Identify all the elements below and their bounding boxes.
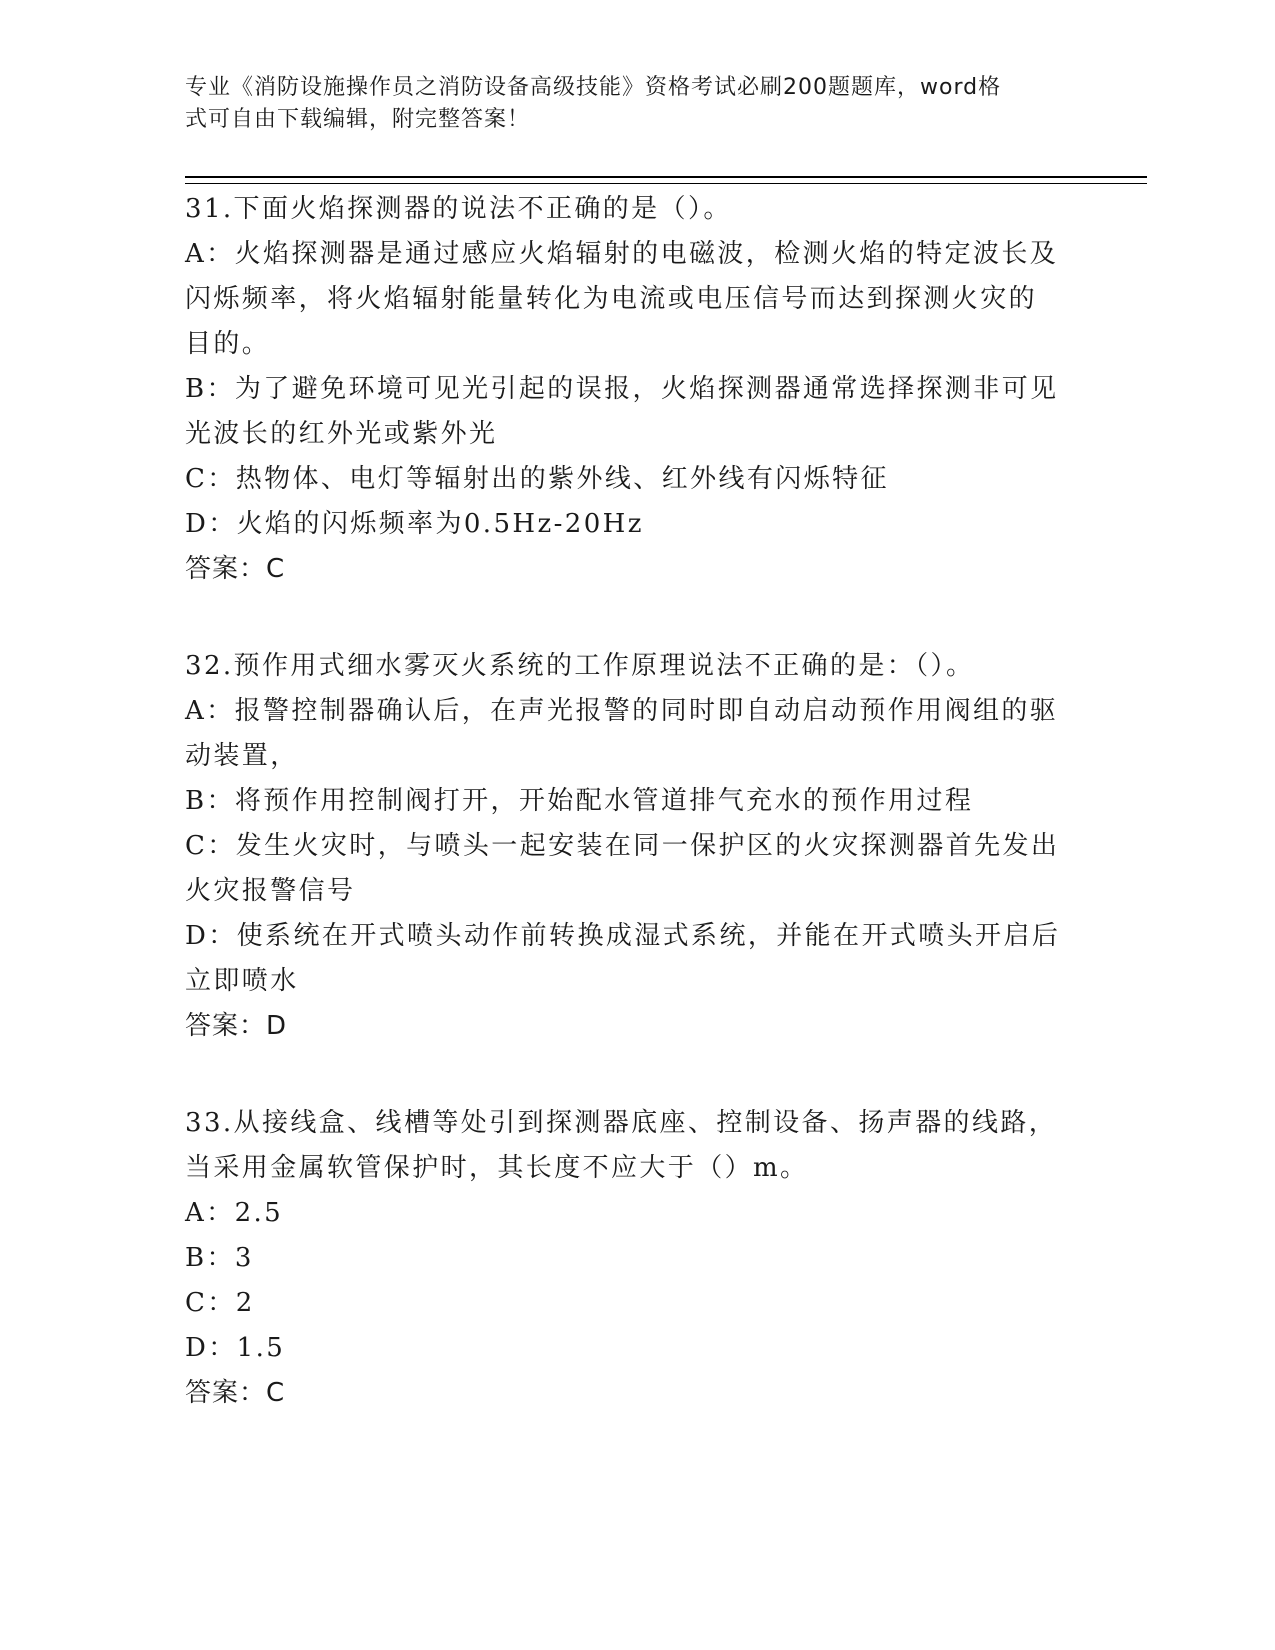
answer: 答案：C [185, 1378, 286, 1408]
option-a-line-3: 目的。 [185, 329, 271, 359]
option-d: D：1.5 [185, 1333, 286, 1363]
option-a-line-1: A：火焰探测器是通过感应火焰辐射的电磁波，检测火焰的特定波长及 [185, 239, 1059, 269]
option-b: B：将预作用控制阀打开，开始配水管道排气充水的预作用过程 [185, 786, 974, 816]
question-33 [185, 1101, 1085, 1416]
question-stem: 32.预作用式细水雾灭火系统的工作原理说法不正确的是：（）。 [185, 651, 975, 681]
option-c: C：热物体、电灯等辐射出的紫外线、红外线有闪烁特征 [185, 464, 889, 494]
header-line-1: 专业《消防设施操作员之消防设备高级技能》资格考试必刷200题题库，word格 [185, 75, 1002, 100]
option-d: D：火焰的闪烁频率为0.5Hz-20Hz [185, 509, 644, 539]
question-list [185, 187, 1085, 1468]
question-31 [185, 187, 1085, 592]
document-header [185, 72, 1065, 136]
option-b: B：3 [185, 1243, 254, 1273]
question-stem: 31.下面火焰探测器的说法不正确的是（）。 [185, 194, 732, 224]
question-stem-line-1: 33.从接线盒、线槽等处引到探测器底座、控制设备、扬声器的线路， [185, 1108, 1058, 1138]
option-c-line-2: 火灾报警信号 [185, 876, 356, 906]
answer: 答案：C [185, 554, 286, 584]
option-d-line-1: D：使系统在开式喷头动作前转换成湿式系统，并能在开式喷头开启后 [185, 921, 1061, 951]
option-b-line-2: 光波长的红外光或紫外光 [185, 419, 498, 449]
question-32 [185, 644, 1085, 1049]
question-stem-line-2: 当采用金属软管保护时，其长度不应大于（）m。 [185, 1153, 809, 1183]
option-a: A：2.5 [185, 1198, 284, 1228]
header-divider-thin [185, 183, 1147, 184]
option-a-line-1: A：报警控制器确认后，在声光报警的同时即自动启动预作用阀组的驱 [185, 696, 1059, 726]
option-a-line-2: 动装置， [185, 741, 299, 771]
answer: 答案：D [185, 1011, 288, 1041]
option-b-line-1: B：为了避免环境可见光引起的误报，火焰探测器通常选择探测非可见 [185, 374, 1059, 404]
option-a-line-2: 闪烁频率，将火焰辐射能量转化为电流或电压信号而达到探测火灾的 [185, 284, 1038, 314]
header-line-2: 式可自由下载编辑，附完整答案！ [185, 107, 531, 132]
header-divider-thick [185, 176, 1147, 178]
option-c: C：2 [185, 1288, 255, 1318]
option-c-line-1: C：发生火灾时，与喷头一起安装在同一保护区的火灾探测器首先发出 [185, 831, 1060, 861]
option-d-line-2: 立即喷水 [185, 966, 299, 996]
